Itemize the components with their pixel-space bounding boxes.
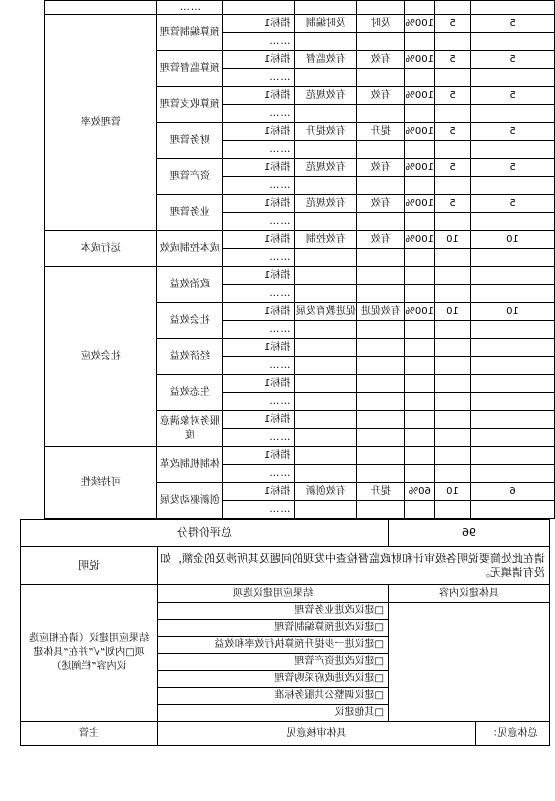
indicator-name: 指标1	[223, 303, 295, 321]
option-other[interactable]: □其他建议	[158, 705, 389, 722]
empty-cell[interactable]	[405, 141, 435, 159]
empty-cell[interactable]	[471, 501, 555, 519]
indicator-cell: 5	[471, 195, 555, 213]
option-procurement[interactable]: □建议改进政府采购管理	[158, 671, 389, 688]
indicator-ellipsis: ……	[223, 141, 295, 159]
empty-cell[interactable]	[357, 1, 405, 15]
suggestion-content-header: 具体建议内容	[389, 585, 550, 603]
empty-cell[interactable]	[295, 339, 357, 357]
empty-cell[interactable]	[357, 357, 405, 375]
indicator-cell: 5	[471, 87, 555, 105]
empty-cell[interactable]	[357, 339, 405, 357]
empty-cell[interactable]	[471, 339, 555, 357]
empty-cell[interactable]	[357, 393, 405, 411]
indicator-ellipsis: ……	[223, 69, 295, 87]
empty-cell[interactable]	[435, 267, 471, 285]
indicator-cell: 100%	[405, 15, 435, 33]
explanation-text: 请在此处简要说明各级审计和财政监督检查中发现的问题及其所涉及的金额，如没有请填无。	[158, 547, 550, 585]
indicator-name: 指标1	[223, 51, 295, 69]
empty-cell[interactable]	[471, 33, 555, 51]
category-label: 政治效益	[157, 267, 223, 303]
indicator-cell: 5	[435, 123, 471, 141]
indicator-cell: 100%	[405, 123, 435, 141]
empty-cell[interactable]	[405, 33, 435, 51]
empty-cell[interactable]	[357, 411, 405, 429]
indicator-cell: 100%	[405, 231, 435, 249]
empty-cell[interactable]	[471, 429, 555, 447]
indicator-name: 指标1	[223, 411, 295, 429]
indicator-name: 指标1	[223, 375, 295, 393]
empty-cell[interactable]	[405, 177, 435, 195]
category-label: 体制机制改革	[157, 447, 223, 483]
indicator-ellipsis: ……	[223, 465, 295, 483]
empty-cell[interactable]	[471, 213, 555, 231]
option-asset-management[interactable]: □建议改进资产管理	[158, 654, 389, 671]
empty-cell[interactable]	[471, 249, 555, 267]
empty-cell[interactable]	[435, 285, 471, 303]
category-label: 成本控制成效	[157, 231, 223, 267]
empty-cell[interactable]	[405, 465, 435, 483]
empty-cell[interactable]	[295, 411, 357, 429]
empty-cell[interactable]	[471, 285, 555, 303]
empty-cell[interactable]	[435, 447, 471, 465]
empty-cell[interactable]	[45, 1, 157, 15]
indicator-cell: 60%	[405, 483, 435, 501]
empty-cell[interactable]	[435, 429, 471, 447]
empty-cell[interactable]	[471, 321, 555, 339]
indicator-cell: 有效创新	[295, 483, 357, 501]
empty-cell[interactable]	[405, 339, 435, 357]
total-score-value: 96	[389, 520, 550, 547]
empty-cell[interactable]	[471, 393, 555, 411]
indicator-cell: 有效控制	[295, 231, 357, 249]
empty-cell[interactable]	[405, 447, 435, 465]
indicator-name: 指标1	[223, 159, 295, 177]
empty-cell[interactable]	[405, 105, 435, 123]
empty-cell[interactable]	[295, 357, 357, 375]
total-score-label: 总评价得分	[21, 520, 389, 547]
indicator-cell: 100%	[405, 87, 435, 105]
empty-cell[interactable]	[357, 213, 405, 231]
empty-cell[interactable]	[435, 249, 471, 267]
indicator-cell: 10	[471, 231, 555, 249]
category-label: 服务对象满意度	[157, 411, 223, 447]
empty-cell[interactable]	[295, 69, 357, 87]
indicator-cell: 有效规范	[295, 87, 357, 105]
indicator-ellipsis: ……	[223, 177, 295, 195]
empty-cell[interactable]	[471, 465, 555, 483]
performance-evaluation-table	[44, 0, 555, 519]
indicator-name: 指标1	[223, 87, 295, 105]
empty-cell[interactable]	[295, 267, 357, 285]
category-label: 社会效益	[157, 303, 223, 339]
empty-cell[interactable]	[435, 33, 471, 51]
empty-cell[interactable]	[295, 33, 357, 51]
empty-cell[interactable]	[295, 393, 357, 411]
indicator-cell: 有效	[357, 231, 405, 249]
category-label: 资产管理	[157, 159, 223, 195]
category-label: 生态效益	[157, 375, 223, 411]
empty-cell[interactable]	[471, 177, 555, 195]
empty-cell[interactable]	[471, 411, 555, 429]
empty-cell[interactable]	[357, 447, 405, 465]
empty-cell[interactable]	[357, 321, 405, 339]
empty-cell[interactable]	[435, 465, 471, 483]
indicator-cell: 有效监督	[295, 51, 357, 69]
empty-cell[interactable]	[435, 339, 471, 357]
indicator-cell: 100%	[405, 303, 435, 321]
category-label: 预算收支管理	[157, 87, 223, 123]
empty-cell[interactable]	[405, 501, 435, 519]
empty-cell[interactable]	[405, 1, 435, 15]
option-budget-execution[interactable]: □建议进一步提升预算执行效率和效益	[158, 637, 389, 654]
empty-cell[interactable]	[405, 357, 435, 375]
indicator-cell: 促进教育发展	[295, 303, 357, 321]
empty-cell[interactable]	[357, 33, 405, 51]
empty-cell[interactable]	[435, 357, 471, 375]
empty-cell[interactable]	[405, 375, 435, 393]
dimension-label: 可持续性	[45, 447, 157, 519]
indicator-cell: 及时编制	[295, 15, 357, 33]
empty-cell[interactable]	[405, 285, 435, 303]
indicator-name: 指标1	[223, 231, 295, 249]
empty-cell[interactable]	[357, 429, 405, 447]
category-label: 财务管理	[157, 123, 223, 159]
empty-cell[interactable]	[357, 105, 405, 123]
indicator-cell: 5	[471, 123, 555, 141]
option-budget-compilation[interactable]: □建议改进预算编制管理	[158, 620, 389, 637]
empty-cell[interactable]	[405, 213, 435, 231]
indicator-cell: 提升	[357, 123, 405, 141]
empty-cell[interactable]	[471, 105, 555, 123]
empty-cell[interactable]	[295, 213, 357, 231]
indicator-cell: 100%	[405, 159, 435, 177]
option-business-management[interactable]: □建议改进业务管理	[158, 603, 389, 620]
indicator-name: 指标1	[223, 195, 295, 213]
indicator-name: 指标1	[223, 267, 295, 285]
empty-cell[interactable]	[295, 177, 357, 195]
empty-cell[interactable]	[295, 321, 357, 339]
indicator-cell: 5	[471, 15, 555, 33]
empty-cell[interactable]	[295, 1, 357, 15]
empty-cell[interactable]	[471, 357, 555, 375]
indicator-cell: 10	[471, 303, 555, 321]
top-ellipsis: ……	[157, 1, 223, 15]
indicator-ellipsis: ……	[223, 285, 295, 303]
empty-cell[interactable]	[435, 375, 471, 393]
empty-cell[interactable]	[435, 1, 471, 15]
empty-cell[interactable]	[357, 285, 405, 303]
empty-cell[interactable]	[357, 267, 405, 285]
empty-cell[interactable]	[435, 105, 471, 123]
supervisor-label: 主管	[21, 722, 158, 746]
empty-cell[interactable]	[405, 411, 435, 429]
result-application-label: 结果应用建议（请在相应选项□内划“√”并在“具体建议内容”栏阐述）	[21, 585, 158, 722]
category-label: 预算编制管理	[157, 15, 223, 51]
indicator-cell: 5	[435, 15, 471, 33]
empty-cell[interactable]	[435, 141, 471, 159]
empty-cell[interactable]	[435, 177, 471, 195]
dimension-label: 管理效率	[45, 15, 157, 231]
indicator-cell: 及时	[357, 15, 405, 33]
empty-cell[interactable]	[471, 69, 555, 87]
indicator-name: 指标1	[223, 339, 295, 357]
empty-cell[interactable]	[357, 69, 405, 87]
indicator-ellipsis: ……	[223, 249, 295, 267]
indicator-ellipsis: ……	[223, 105, 295, 123]
empty-cell[interactable]	[295, 447, 357, 465]
empty-cell[interactable]	[357, 177, 405, 195]
option-service-standard[interactable]: □建议调整公共服务标准	[158, 688, 389, 705]
empty-cell[interactable]	[405, 249, 435, 267]
indicator-cell: 5	[435, 195, 471, 213]
indicator-cell: 有效	[357, 87, 405, 105]
empty-cell[interactable]	[435, 393, 471, 411]
empty-cell[interactable]	[405, 321, 435, 339]
empty-cell[interactable]	[357, 501, 405, 519]
suggestion-options-header: 结果应用建议选项	[158, 585, 389, 603]
empty-cell[interactable]	[295, 285, 357, 303]
empty-cell[interactable]	[295, 429, 357, 447]
indicator-cell: 有效	[357, 159, 405, 177]
indicator-ellipsis: ……	[223, 321, 295, 339]
empty-cell[interactable]	[405, 69, 435, 87]
dimension-label: 社会效应	[45, 267, 157, 447]
empty-cell[interactable]	[295, 465, 357, 483]
empty-cell[interactable]	[295, 249, 357, 267]
empty-cell[interactable]	[435, 213, 471, 231]
empty-cell[interactable]	[405, 267, 435, 285]
dimension-label: 运行成本	[45, 231, 157, 267]
indicator-cell: 10	[435, 483, 471, 501]
empty-cell[interactable]	[471, 375, 555, 393]
category-label: 预算监督管理	[157, 51, 223, 87]
indicator-cell: 5	[471, 159, 555, 177]
indicator-cell: 有效规范	[295, 159, 357, 177]
summary-table	[20, 519, 550, 746]
indicator-cell: 10	[435, 303, 471, 321]
category-label: 经济效益	[157, 339, 223, 375]
indicator-cell: 10	[435, 231, 471, 249]
empty-cell[interactable]	[223, 1, 295, 15]
indicator-cell: 5	[435, 159, 471, 177]
explanation-label: 说明	[21, 547, 158, 585]
empty-cell[interactable]	[357, 249, 405, 267]
indicator-cell: 100%	[405, 195, 435, 213]
empty-cell[interactable]	[357, 141, 405, 159]
review-opinion-label: 具体审核意见	[158, 722, 476, 746]
indicator-name: 指标1	[223, 447, 295, 465]
indicator-cell: 提升	[357, 483, 405, 501]
indicator-cell: 有效提升	[295, 123, 357, 141]
empty-cell[interactable]	[471, 1, 555, 15]
indicator-name: 指标1	[223, 483, 295, 501]
indicator-ellipsis: ……	[223, 393, 295, 411]
indicator-cell: 6	[471, 483, 555, 501]
overall-opinion-label: 总体意见：	[476, 722, 550, 746]
indicator-cell: 有效促进	[357, 303, 405, 321]
category-label: 业务管理	[157, 195, 223, 231]
empty-cell[interactable]	[295, 501, 357, 519]
indicator-ellipsis: ……	[223, 213, 295, 231]
category-label: 创新驱动发展	[157, 483, 223, 519]
indicator-cell: 有效	[357, 195, 405, 213]
indicator-cell: 5	[435, 87, 471, 105]
empty-cell[interactable]	[357, 375, 405, 393]
indicator-name: 指标1	[223, 123, 295, 141]
empty-cell[interactable]	[405, 393, 435, 411]
indicator-ellipsis: ……	[223, 501, 295, 519]
empty-cell[interactable]	[471, 447, 555, 465]
indicator-ellipsis: ……	[223, 357, 295, 375]
empty-cell[interactable]	[471, 141, 555, 159]
empty-cell[interactable]	[295, 141, 357, 159]
indicator-cell: 5	[471, 51, 555, 69]
indicator-cell: 5	[435, 51, 471, 69]
empty-cell[interactable]	[295, 105, 357, 123]
empty-cell[interactable]	[405, 429, 435, 447]
empty-cell[interactable]	[435, 411, 471, 429]
indicator-name: 指标1	[223, 15, 295, 33]
empty-cell[interactable]	[357, 465, 405, 483]
empty-cell[interactable]	[471, 267, 555, 285]
empty-cell[interactable]	[435, 321, 471, 339]
indicator-ellipsis: ……	[223, 33, 295, 51]
empty-cell[interactable]	[435, 69, 471, 87]
indicator-ellipsis: ……	[223, 429, 295, 447]
empty-cell[interactable]	[295, 375, 357, 393]
suggestion-content-box[interactable]	[389, 603, 550, 722]
indicator-cell: 有效规范	[295, 195, 357, 213]
indicator-cell: 100%	[405, 51, 435, 69]
empty-cell[interactable]	[435, 501, 471, 519]
indicator-cell: 有效	[357, 51, 405, 69]
